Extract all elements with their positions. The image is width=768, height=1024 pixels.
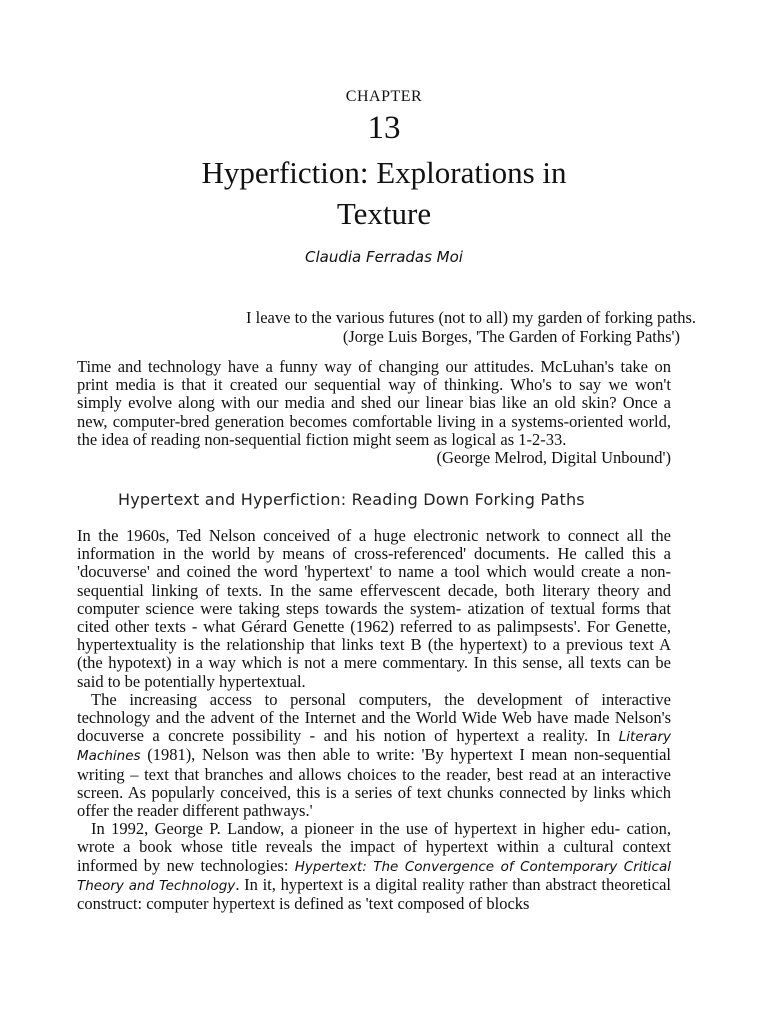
paragraph-2: [77, 691, 671, 820]
paragraph-3-text: In 1992, George P. Landow, a pioneer in the use of hypertext in higher edu- cation, wrote a book whose title reveals the impact of hypertext within a cultural context informed by new technologies:: [77, 819, 671, 875]
paragraph-3-text-cont: . In it, hypertext is a digital reality rather than abstract theoretical construct: computer hypertext is defined as 'text composed of blocks: [77, 874, 672, 914]
epigraph-source: (George Melrod, Digital Unbound'): [436, 448, 671, 468]
paragraph-3: [77, 820, 671, 913]
epigraph-borges: [120, 308, 696, 346]
epigraph-source: (Jorge Luis Borges, 'The Garden of Forking Paths'): [342, 327, 680, 346]
section-heading: Hypertext and Hyperfiction: Reading Down Forking Paths: [118, 490, 585, 509]
chapter-title-line1: Hyperfiction: Explorations in: [201, 155, 567, 190]
chapter-author: Claudia Ferradas Moi: [305, 248, 463, 266]
paragraph-2-text-cont: (1981), Nelson was then able to write: 'By hypertext I mean non-sequential writing – text that branches and allows choices to the reader, best read at an interactive screen. As popularly conceived, this is a series of text chunks connected by links which offer the reader different pathways.': [77, 745, 671, 821]
chapter-label: CHAPTER: [345, 88, 423, 105]
body-text: [77, 527, 671, 913]
chapter-title-line2: Texture: [336, 196, 432, 231]
epigraph-text: Time and technology have a funny way of changing our attitudes. McLuhan's take on print media is that it created our sequential way of thinking. Who's to say we won't simply evolve along with our media and shed our linear bias like an old skin? Once a new, computer-bred generation becomes comfortable living in a systems-oriented world, the idea of reading non-sequential fiction might seem as logical as 1-2-33.: [77, 357, 671, 449]
epigraph-quote: I leave to the various futures (not to all) my garden of forking paths.: [246, 308, 696, 327]
epigraph-melrod: [77, 358, 671, 467]
chapter-number: 13: [367, 110, 401, 146]
paragraph-2-text: The increasing access to personal computers, the development of interactive technology and the advent of the Internet and the World Wide Web have made Nelson's docuverse a concrete possibility - and his notion of hypertext a reality. In: [77, 689, 671, 746]
paragraph-1: In the 1960s, Ted Nelson conceived of a huge electronic network to connect all the information in the world by means of cross-referenced' documents. He called this a 'docuverse' and coined the word 'hypertext' to name a tool which would create a non-sequential linking of texts. In the same effervescent decade, both literary theory and computer science were taking steps towards the system- atization of textual forms that cited other texts - what Gérard Genette (1962) referred to as palimpsests'. For Genette, hypertextuality is the relationship that links text B (the hypertext) to a previous text A (the hypotext) in a way which is not a mere commentary. In this sense, all texts can be said to be potentially hypertextual.: [77, 526, 671, 691]
book-title-literary-machines: Literary Machines: [77, 729, 671, 765]
chapter-title: [0, 152, 768, 234]
book-title-hypertext: Hypertext: The Convergence of Contemporary Critical Theory and Technology: [77, 858, 671, 894]
